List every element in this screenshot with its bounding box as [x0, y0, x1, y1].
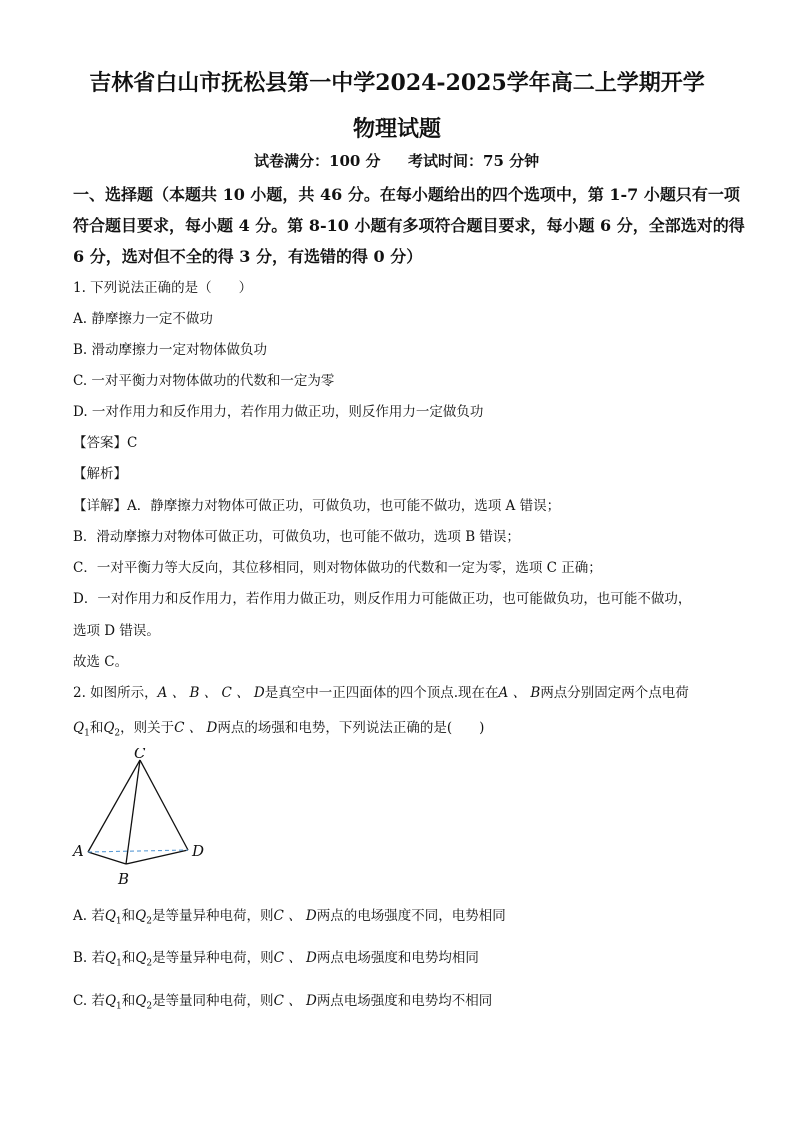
q1-explain-3: C．一对平衡力等大反向，其位移相同，则对物体做功的代数和一定为零，选项 C 正确； — [73, 560, 602, 576]
q2-option-c: C. 若$Q_1$和$Q_2$是等量同种电荷，则C 、 D两点电场强度和电势均不相同 — [73, 993, 493, 1012]
exam-time: 考试时间：75 分钟 — [408, 152, 540, 170]
vertex-a-label: A — [73, 842, 84, 860]
tetrahedron-figure — [70, 748, 220, 893]
vertex-d-label: D — [192, 842, 205, 860]
q1-explain-2: B．滑动摩擦力对物体可做正功，可做负功，也可能不做功，选项 B 错误； — [73, 529, 520, 545]
section-heading-line3: 6 分，选对但不全的得 3 分，有选错的得 0 分） — [73, 247, 423, 266]
q2-stem-line2: $Q_1$和$Q_2$，则关于C 、 D两点的场强和电势，下列说法正确的是( ) — [73, 720, 485, 739]
q1-option-b: B. 滑动摩擦力一定对物体做负功 — [73, 342, 268, 358]
section-heading-line1: 一、选择题（本题共 10 小题，共 46 分。在每小题给出的四个选项中，第 1-7 小题只有一项 — [73, 185, 740, 204]
q1-conclusion: 故选 C。 — [73, 654, 129, 670]
edge-cb — [126, 760, 140, 864]
section-heading-line2: 符合题目要求，每小题 4 分。第 8-10 小题有多项符合题目要求，每小题 6 分，全部选对的得 — [73, 216, 745, 235]
edge-cd — [140, 760, 188, 850]
edge-ca — [88, 760, 140, 852]
q1-answer: 【答案】C — [73, 435, 138, 451]
edge-bd — [126, 850, 188, 864]
q2-stem-line1: 2. 如图所示，A 、 B 、 C 、 D是真空中一正四面体的四个顶点.现在在A 、 B两点分别固定两个点电荷 — [73, 685, 689, 701]
edge-ab — [88, 852, 126, 864]
q1-explain-4: D．一对作用力和反作用力，若作用力做正功，则反作用力可能做正功，也可能做负功，也可能不做功， — [73, 591, 692, 607]
page-subtitle: 物理试题 — [352, 116, 441, 142]
q2-option-b: B. 若$Q_1$和$Q_2$是等量异种电荷，则C 、 D两点电场强度和电势均相同 — [73, 950, 479, 969]
exam-score: 试卷满分：100 分 — [254, 152, 381, 170]
q1-explain-1: 【详解】A．静摩擦力对物体可做正功，可做负功，也可能不做功，选项 A 错误； — [73, 498, 561, 514]
vertex-b-label: B — [118, 870, 130, 888]
q1-stem: 1. 下列说法正确的是（ ） — [73, 280, 253, 296]
q1-option-c: C. 一对平衡力对物体做功的代数和一定为零 — [73, 373, 335, 389]
q2-option-a: A. 若$Q_1$和$Q_2$是等量异种电荷，则C 、 D两点的电场强度不同，电势相同 — [73, 908, 506, 927]
q1-explain-5: 选项 D 错误。 — [73, 623, 160, 639]
q1-option-d: D. 一对作用力和反作用力，若作用力做正功，则反作用力一定做负功 — [73, 404, 484, 420]
q1-option-a: A. 静摩擦力一定不做功 — [73, 311, 213, 327]
vertex-c-label: C — [134, 748, 146, 762]
page-title: 吉林省白山市抚松县第一中学2024-2025学年高二上学期开学 — [89, 70, 705, 96]
q1-analysis-label: 【解析】 — [73, 466, 127, 482]
edge-ad-hidden — [88, 850, 188, 852]
